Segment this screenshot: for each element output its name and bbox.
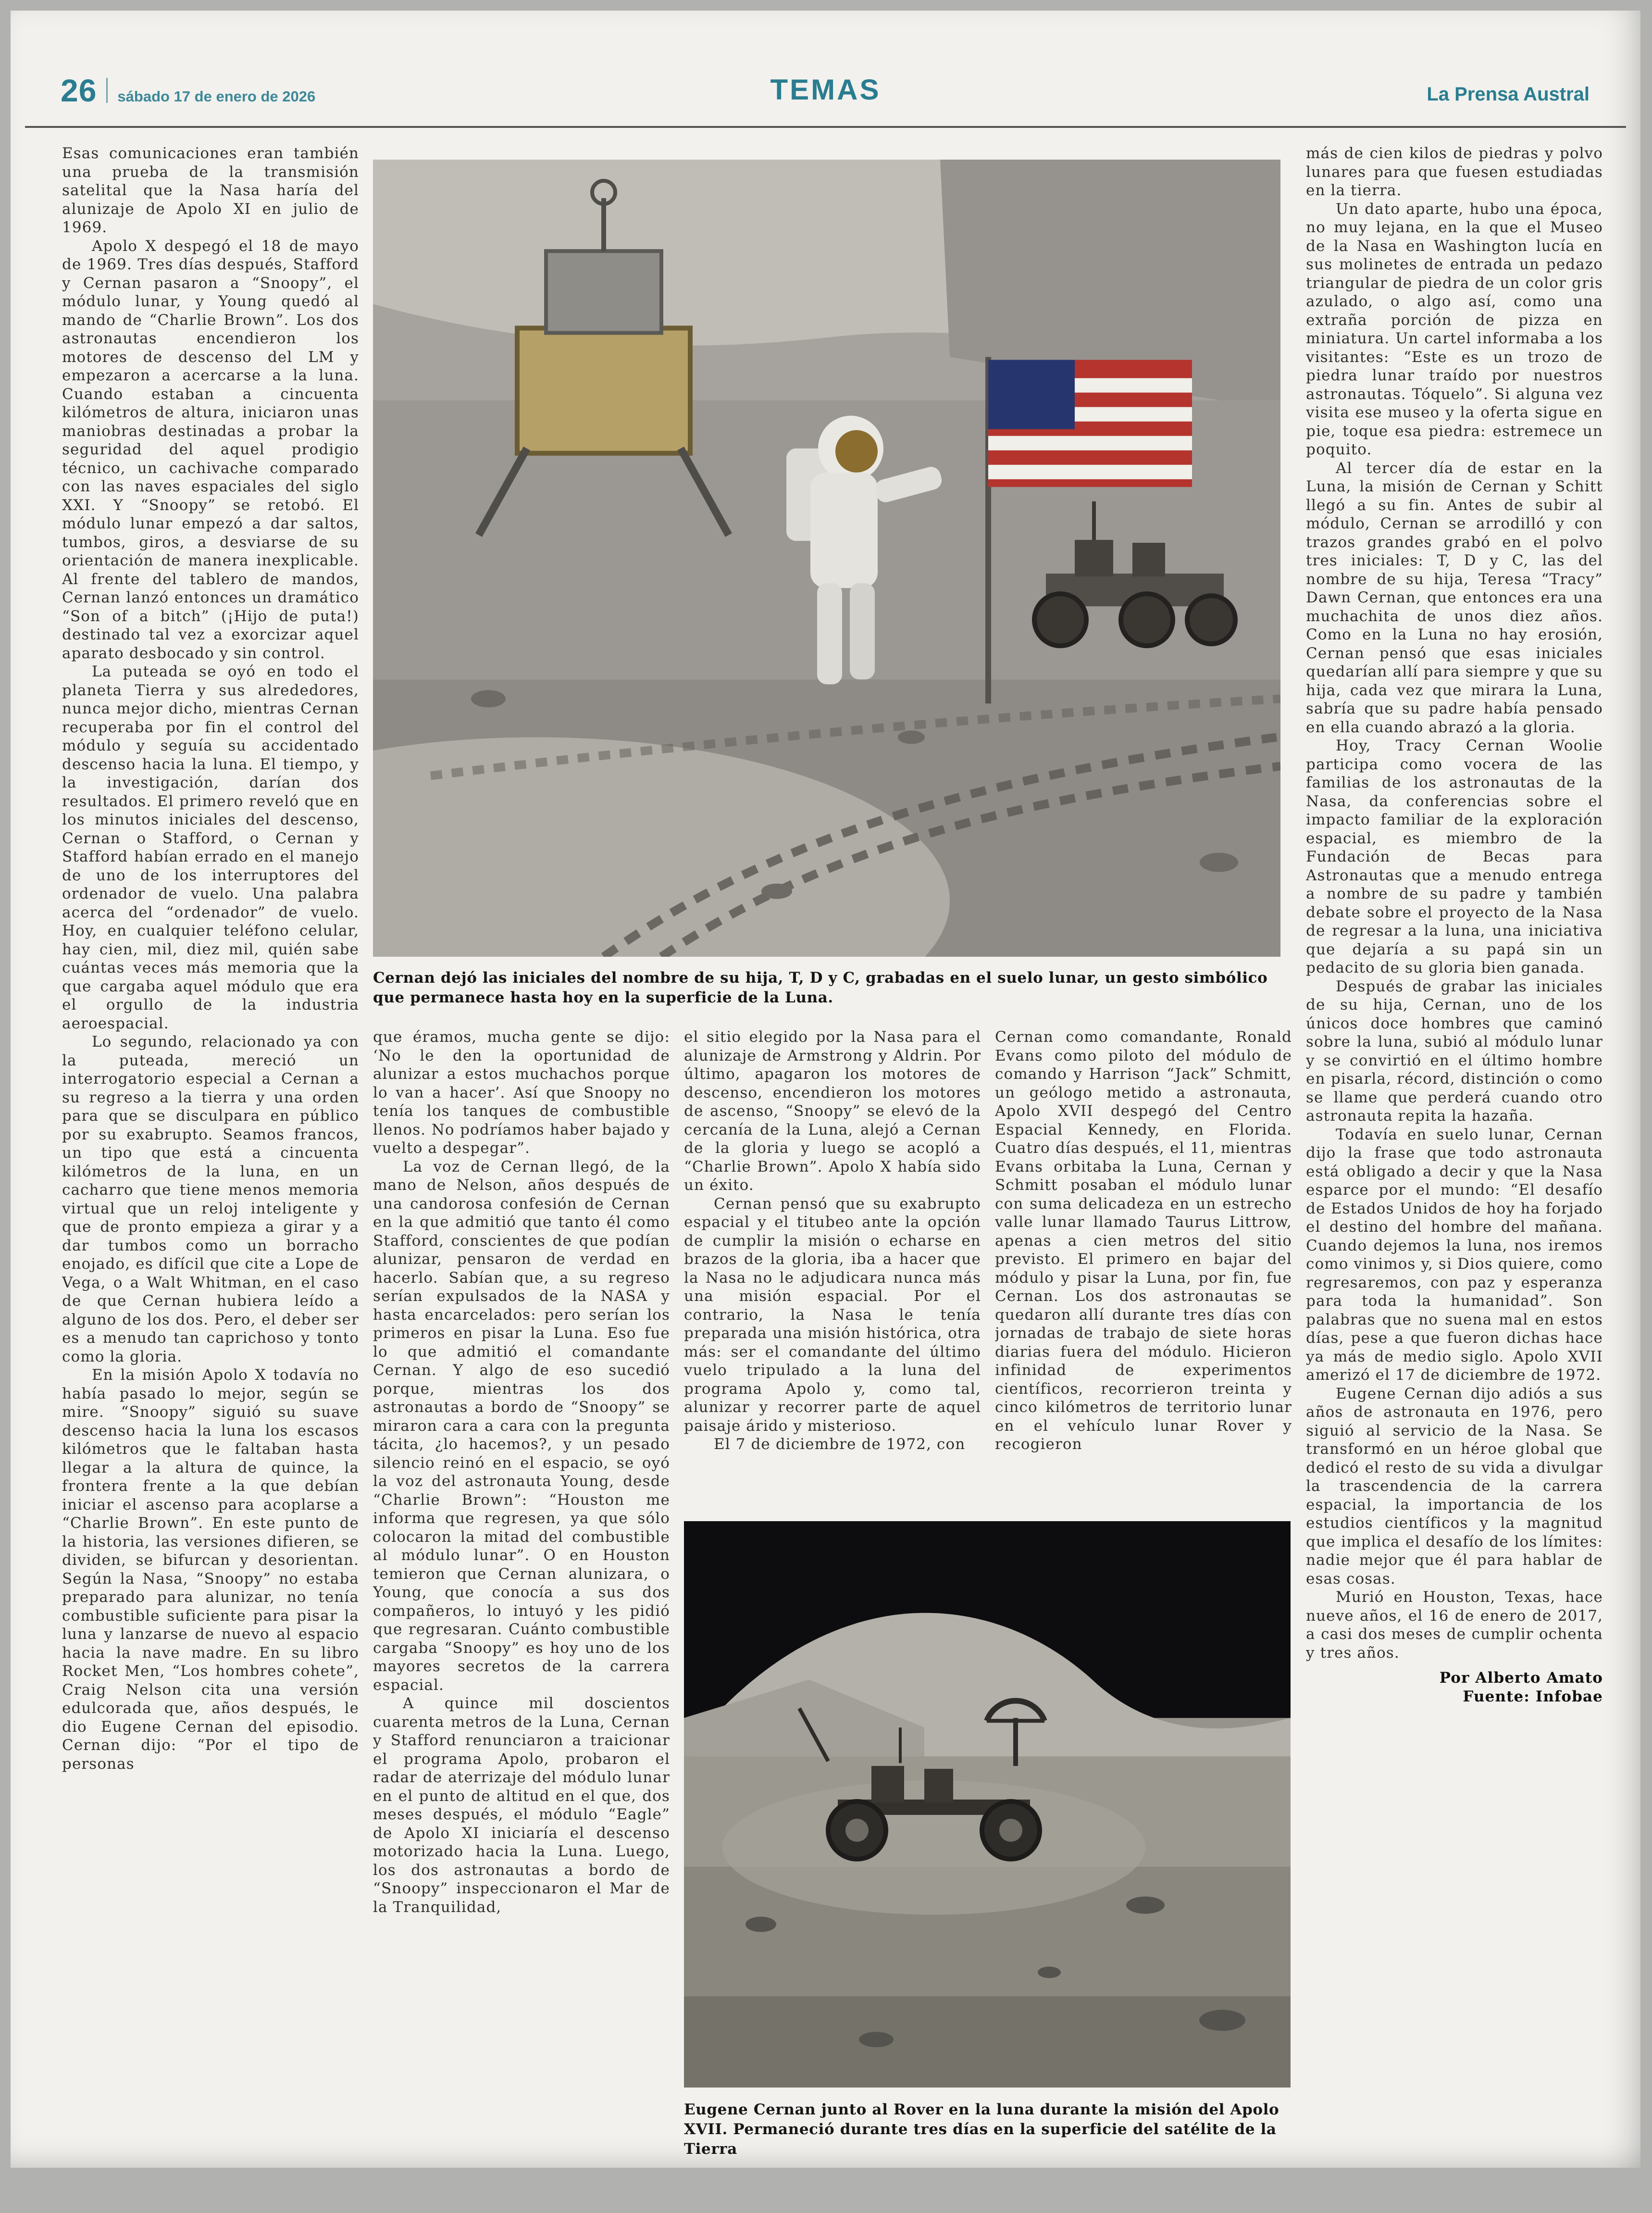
paragraph: Cernan pensó que su exabrupto espacial y el titubeo ante la opción de cumplir la misión o echarse en brazos de la gloria, iba a hacer que la Nasa no le adjudicara nunca más una misión espacial. Por el contrario, la Nasa le tenía preparada una misión histórica, otra más: ser el comandante del último vuelo tripulado a la luna del programa Apolo y, como tal, alunizar y recorrer parte de aquel paisaje árido y misterioso. bbox=[684, 1195, 981, 1435]
paragraph: A quince mil doscientos cuarenta metros de la Luna, Cernan y Stafford renunciaron a traicionar el programa Apolo, probaron el radar de aterrizaje del módulo lunar en el punto de altitud en el que, dos meses después, el módulo “Eagle” de Apolo XI iniciaría el descenso motorizado hacia la Luna. Luego, los dos astronautas a bordo de “Snoopy” inspeccionaron el Mar de la Tranquilidad, bbox=[373, 1695, 670, 1916]
paragraph: La puteada se oyó en todo el planeta Tierra y sus alrededores, nunca mejor dicho, mientras Cernan recuperaba por fin el control del módulo y seguía su accidentado descenso hacia la luna. El tiempo, y la investigación, darían dos resultados. El primero reveló que en los minutos iniciales del descenso, Cernan o Stafford, o Cernan y Stafford habían errado en el manejo de uno de los interruptores del ordenador de vuelo. Una palabra acerca del “ordenador” de vuelo. Hoy, en cualquier teléfono celular, hay cien, mil, diez mil, quién sabe cuántas veces más memoria que la que cargaba aquel módulo que era el orgullo de la industria aeroespacial. bbox=[62, 663, 359, 1032]
article-column-4 bbox=[995, 1028, 1292, 1513]
byline-author: Por Alberto Amato bbox=[1439, 1669, 1603, 1687]
paragraph: Eugene Cernan dijo adiós a sus años de astronauta en 1976, pero siguió al servicio de la Nasa. Se transformó en un héroe global que dedicó el resto de su vida a divulgar la trascendencia de la carrera espacial, la importancia de los estudios científicos y la magnitud que implica el desafío de los límites: nadie mejor que él para hablar de esas cosas. bbox=[1306, 1385, 1603, 1588]
header-rule bbox=[25, 126, 1626, 128]
photo1-caption: Cernan dejó las iniciales del nombre de su hija, T, D y C, grabadas en el suelo lunar, un gesto simbólico que permanece hasta hoy en la superficie de la Luna. bbox=[373, 969, 1268, 1006]
moon-scene-flag-graphic bbox=[373, 160, 1280, 957]
article-column-2 bbox=[373, 1028, 670, 2148]
byline bbox=[1306, 1669, 1603, 1706]
paragraph: La voz de Cernan llegó, de la mano de Nelson, años después de una candorosa confesión de Cernan en la que admitió que tanto él como Stafford, conscientes de que podían alunizar, pensaron de verdad en hacerlo. Sabían que, a su regreso serían expulsados de la NASA y hasta encarcelados: pero serían los primeros en pisar la Luna. Eso fue lo que admitió el comandante Cernan. Y algo de eso sucedió porque, mientras los dos astronautas a bordo de “Snoopy” se miraron cara a cara con la pregunta tácita, ¿lo hacemos?, y un pesado silencio reinó en el espacio, se oyó la voz del astronauta Young, desde “Charlie Brown”: “Houston me informa que regresen, ya que sólo colocaron la mitad del combustible al módulo lunar”. O en Houston temieron que Cernan alunizara, o Young, que conocía a sus dos compañeros, lo intuyó y les pidió que regresaran. Cuánto combustible cargaba “Snoopy” es hoy uno de los mayores secretos de la carrera espacial. bbox=[373, 1158, 670, 1694]
byline-source: Fuente: Infobae bbox=[1463, 1688, 1603, 1705]
paragraph: Todavía en suelo lunar, Cernan dijo la frase que todo astronauta está obligado a decir y que la Nasa esparce por el mundo: “El desafío de Estados Unidos de hoy ha forjado el destino del hombre del mañana. Cuando dejemos la luna, nos iremos como vinimos y, si Dios quiere, como regresaremos, con paz y esperanza para toda la humanidad”. Son palabras que no suena mal en estos días, pese a que fueron dichas hace ya más de medio siglo. Apolo XVII amerizó el 17 de diciembre de 1972. bbox=[1306, 1125, 1603, 1384]
paragraph: más de cien kilos de piedras y polvo lunares para que fuesen estudiadas en la tierra. bbox=[1306, 145, 1603, 199]
paragraph: Hoy, Tracy Cernan Woolie participa como vocera de las familias de los astronautas de la Nasa, da conferencias sobre el impacto familiar de la exploración espacial, es miembro de la Fundación de Becas para Astronautas que a menudo entrega a nombre de su padre y también debate sobre el proyecto de la Nasa de regresar a la luna, una iniciativa que dejaría a su papá sin un pedacito de su gloria bien ganada. bbox=[1306, 737, 1603, 976]
paragraph: Esas comunicaciones eran también una prueba de la transmisión satelital que la Nasa haría del alunizaje de Apolo XI en julio de 1969. bbox=[62, 145, 359, 236]
edition-date: sábado 17 de enero de 2026 bbox=[117, 88, 316, 105]
paragraph: Apolo X despegó el 18 de mayo de 1969. Tres días después, Stafford y Cernan pasaron a “Snoopy”, el módulo lunar, y Young quedó al mando de “Charlie Brown”. Los dos astronautas encendieron los motores de descenso del LM y empezaron a acercarse a la luna. Cuando estaban a cincuenta kilómetros de altura, iniciaron unas maniobras destinadas a probar la seguridad del aquel prodigio técnico, un cachivache comparado con las naves espaciales del siglo XXI. Y “Snoopy” se retobó. El módulo lunar empezó a dar saltos, tumbos, giros, a desviarse de su orientación de manera inexplicable. Al frente del tablero de mandos, Cernan lanzó entonces un dramático “Son of a bitch” (¡Hijo de puta!) destinado tal vez a exorcizar aquel aparato desbocado y sin control. bbox=[62, 237, 359, 662]
paragraph: En la misión Apolo X todavía no había pasado lo mejor, según se mire. “Snoopy” siguió su suave descenso hacia la luna los escasos kilómetros que le faltaban hasta llegar a la altura de quince, la frontera frente a la que debían iniciar el ascenso para acoplarse a “Charlie Brown”. En este punto de la historia, las versiones difieren, se dividen, se bifurcan y desorientan. Según la Nasa, “Snoopy” no estaba preparado para alunizar, no tenía combustible suficiente para pisar la luna y lanzarse de nuevo al espacio hacia la nave madre. En su libro Rocket Men, “Los hombres cohete”, Craig Nelson cita una versión edulcorada que, años después, le dio Eugene Cernan del episodio. Cernan dijo: “Por el tipo de personas bbox=[62, 1366, 359, 1773]
paragraph: Murió en Houston, Texas, hace nueve años, el 16 de enero de 2017, a casi dos meses de cumplir ochenta y tres años. bbox=[1306, 1588, 1603, 1662]
photo-apollo17-flag bbox=[373, 160, 1280, 957]
article-column-1 bbox=[62, 144, 359, 2115]
paragraph: Lo segundo, relacionado ya con la puteada, mereció un interrogatorio especial a Cernan a su regreso a la tierra y una orden para que se disculpara en público por su exabrupto. Seamos francos, un tipo que está a cincuenta kilómetros de la luna, en un cacharro que tiene menos memoria virtual que un reloj inteligente y que de pronto empieza a girar y a dar tumbos como un borracho enojado, es difícil que cite a Lope de Vega, o a Walt Whitman, en el caso de que Cernan hubiera leído a alguno de los dos. Pero, el deber ser es a menudo tan caprichoso y tonto como la gloria. bbox=[62, 1033, 359, 1365]
newspaper-brand: La Prensa Austral bbox=[1427, 84, 1590, 105]
article-column-3 bbox=[684, 1028, 981, 1513]
article-column-5 bbox=[1306, 144, 1603, 2149]
paragraph: Al tercer día de estar en la Luna, la misión de Cernan y Schitt llegó a su fin. Antes de subir al módulo, Cernan se arrodilló y con trazos grandes grabó en el polvo tres iniciales: T, D y C, las del nombre de su hija, Teresa “Tracy” Dawn Cernan, que entonces era una muchachita de unos diez años. Como en la Luna no hay erosión, Cernan pensó que esas iniciales quedarían allí para siempre y que su hija, cada vez que mirara la Luna, sabría que su padre había pensado en ella cuando abrazó a la gloria. bbox=[1306, 459, 1603, 736]
paragraph: Después de grabar las iniciales de su hija, Cernan, uno de los únicos doce hombres que caminó sobre la luna, subió al módulo lunar y se convirtió en el último hombre en pisarla, récord, distinción o como se llame que perderá cuando otro astronauta repita la hazaña. bbox=[1306, 977, 1603, 1125]
paragraph: que éramos, mucha gente se dijo: ‘No le den la oportunidad de alunizar a estos muchachos porque lo van a hacer’. Así que Snoopy no tenía los tanques de combustible llenos. No podríamos haber bajado y vuelto a despegar”. bbox=[373, 1028, 670, 1157]
page-sheet bbox=[11, 11, 1640, 2168]
photo2-caption: Eugene Cernan junto al Rover en la luna durante la misión del Apolo XVII. Permaneció durante tres días en la superficie del satélite de la Tierra bbox=[684, 2101, 1279, 2158]
moon-scene-rover-graphic bbox=[684, 1521, 1291, 2088]
paragraph: El 7 de diciembre de 1972, con bbox=[714, 1436, 966, 1453]
paragraph: el sitio elegido por la Nasa para el alunizaje de Armstrong y Aldrin. Por último, apagaron los motores de descenso, encendieron los motores de ascenso, “Snoopy” se elevó de la cercanía de la Luna, alejó a Cernan de la gloria y luego se acopló a “Charlie Brown”. Apolo X había sido un éxito. bbox=[684, 1028, 981, 1194]
section-title: TEMAS bbox=[770, 74, 881, 106]
photo-apollo17-rover bbox=[684, 1521, 1291, 2088]
paragraph: Cernan como comandante, Ronald Evans como piloto del módulo de comando y Harrison “Jack” Schmitt, un geólogo metido a astronauta, Apolo XVII despegó del Centro Espacial Kennedy, en Florida. Cuatro días después, el 11, mientras Evans orbitaba la Luna, Cernan y Schmitt posaban el módulo lunar con suma delicadeza en un estrecho valle lunar llamado Taurus Littrow, apenas a cien metros del sitio previsto. El primero en bajar del módulo y pisar la Luna, por fin, fue Cernan. Los dos astronautas se quedaron allí durante tres días con jornadas de trabajo de siete horas diarias fuera del módulo. Hicieron infinidad de experimentos científicos, recorrieron treinta y cinco kilómetros de territorio lunar en el vehículo lunar Rover y recogieron bbox=[995, 1028, 1292, 1453]
paragraph: Un dato aparte, hubo una época, no muy lejana, en la que el Museo de la Nasa en Washington lucía en sus molinetes de entrada un pedazo triangular de piedra de un color gris azulado, o algo así, como una extraña porción de pizza en miniatura. Un cartel informaba a los visitantes: “Este es un trozo de piedra lunar traído por nuestros astronautas. Tóquelo”. Si alguna vez visita ese museo y la oferta sigue en pie, toque esa piedra: estremece un poquito. bbox=[1306, 200, 1603, 458]
page-number: 26 bbox=[61, 73, 97, 108]
